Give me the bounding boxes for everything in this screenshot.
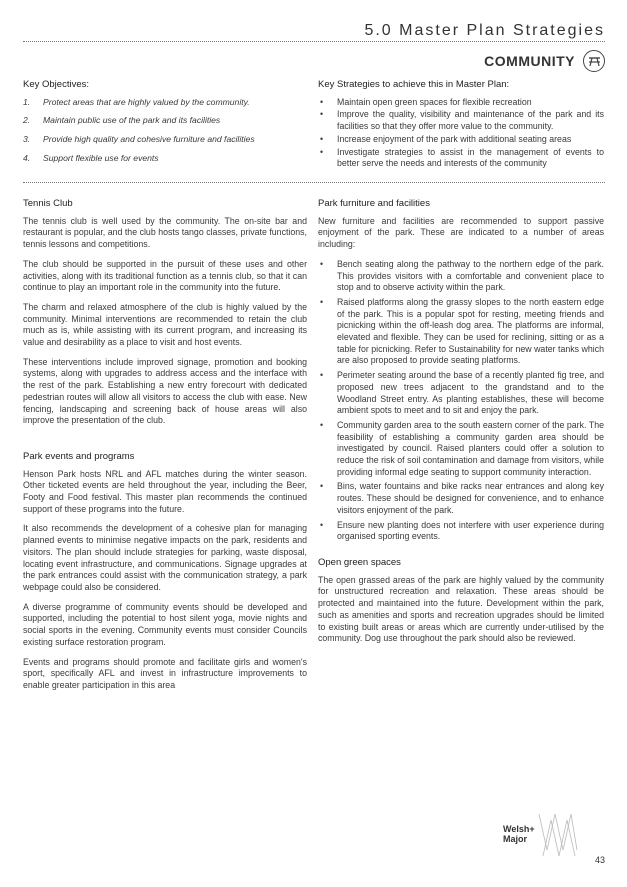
strategy-item: • Improve the quality, visibility and maintenance of the park and its facilities so that they offer more value to the community.: [318, 109, 604, 132]
picnic-table-icon: [583, 50, 605, 72]
furniture-heading: Park furniture and facilities: [318, 198, 430, 209]
objective-item: 2. Maintain public use of the park and its facilities: [23, 115, 221, 126]
tennis-paragraph: The club should be supported in the pursuit of these uses and other activities, along with its traditional function as a tennis club, so that it can continue to play an important role in the community into the future.: [23, 258, 307, 293]
right-column: [318, 198, 604, 653]
strategy-item: • Investigate strategies to assist in the management of events to better serve the needs and interests of the community: [318, 147, 604, 170]
key-strategies: [318, 79, 604, 178]
key-objectives: [23, 79, 307, 172]
logo-line-1: Welsh+: [503, 824, 535, 834]
header-divider: [23, 41, 605, 42]
furniture-item: • Bins, water fountains and bike racks near entrances and along key routes. These should be designed for convenience, and to enhance visitors enjoyment of the park.: [318, 481, 604, 516]
header-title: 5.0 Master Plan Strategies: [364, 22, 605, 39]
furniture-list: [318, 259, 604, 543]
objective-item: 4. Support flexible use for events: [23, 152, 159, 163]
furniture-item: • Perimeter seating around the base of a recently planted fig tree, and proposed new trees adjacent to the grandstand and to the Woodland Street entry. As planting establishes, these will become ambient spots to meet and to sit and enjoy the park.: [318, 370, 604, 417]
logo-line-2: Major: [503, 834, 528, 844]
welsh-major-logo: [503, 812, 579, 858]
furniture-item: • Community garden area to the south eastern corner of the park. The feasibility of establishing a community garden area should be investigated by council. Raised planters could offer a solution to reduce the risk of soil contamination and damage from visitors, while providing informal edge seating to support community interaction.: [318, 420, 604, 479]
events-paragraph: Henson Park hosts NRL and AFL matches during the winter season. Other ticketed events are held throughout the year, including the Beer, Footy and Food festival. This master plan recommends the continued support of these programs into the future.: [23, 468, 307, 514]
furniture-intro: New furniture and facilities are recommended to support passive enjoyment of the park. These are indicated to a number of areas including:: [318, 215, 604, 250]
section-title: COMMUNITY: [484, 53, 575, 69]
events-heading: Park events and programs: [23, 450, 135, 462]
events-paragraph: Events and programs should promote and facilitate girls and women's sport, specifically AFL and invest in infrastructure improvements to enable greater participation in this area: [23, 656, 307, 690]
page-number: 43: [594, 855, 605, 865]
section-divider: [23, 182, 605, 183]
tennis-paragraph: The tennis club is well used by the community. The on-site bar and restaurant is popular, and the club hosts tango classes, private functions, tennis lessons and competitions.: [23, 215, 307, 250]
strategies-list: [318, 97, 604, 170]
furniture-item: • Ensure new planting does not interfere with user experience during organised sporting events.: [318, 520, 604, 543]
furniture-item: • Bench seating along the pathway to the northern edge of the park. This provides visitors with a comfortable and convenient place to stop and to observe activity within the park.: [318, 259, 604, 294]
strategies-heading: Key Strategies to achieve this in Master Plan:: [318, 79, 510, 90]
tennis-heading: Tennis Club: [23, 198, 73, 209]
strategy-item: • Maintain open green spaces for flexible recreation: [318, 97, 604, 109]
green-heading: Open green spaces: [318, 556, 401, 568]
events-paragraph: A diverse programme of community events should be developed and supported, including the potential to host silent yoga, movie nights and social sports in the evening. Community events must consider Councils existing surface restoration program.: [23, 601, 307, 647]
objective-item: 3. Provide high quality and cohesive furniture and facilities: [23, 134, 255, 145]
objective-item: 1. Protect areas that are highly valued by the community.: [23, 96, 250, 107]
section-heading: [484, 49, 605, 73]
objectives-heading: Key Objectives:: [23, 79, 89, 90]
objectives-list: [23, 97, 307, 165]
tennis-paragraph: The charm and relaxed atmosphere of the club is highly valued by the community. Minimal interventions are recommended to retain the club much as is, while assisting with its current program, and increasing its value and desirability as a place to visit and host events.: [23, 301, 307, 348]
green-paragraph: The open grassed areas of the park are highly valued by the community for unstructured recreation and relaxation. These areas should be protected and maintained into the future. Development within the park, such as amenities and sports and recreation upgrades should be limited to existing built areas or areas which are currently under-utilised by the community. Dog use throughout the park should also be reviewed.: [318, 574, 604, 644]
tennis-paragraph: These interventions include improved signage, promotion and booking systems, along with upgrades to address access and the interface with the rest of the park. Establishing a new entry forecourt with dedicated pedestrian routes will allow all visitors to access the club with ease. New fencing, landscaping and screening back of house areas will also improve the presentation of the club.: [23, 356, 307, 426]
furniture-item: • Raised platforms along the grassy slopes to the north eastern edge of the park. This is a popular spot for resting, meeting friends and picnicking within the off-leash dog area. The platforms are informal, elevated and flexible. They can be used for reclining, sitting or as a table for picnicking. Refer to Sustainability for new water tanks which are also proposed to provide seating platforms.: [318, 297, 604, 367]
left-column: [23, 198, 307, 700]
events-paragraph: It also recommends the development of a cohesive plan for managing planned events to minimise negative impacts on the park, residents and visitors. The plan should include strategies for parking, waste disposal, locating event infrastructure, and communications. Signage upgrades at the park entrances could assist with the communication strategy, a park webpage could also be considered.: [23, 523, 307, 592]
strategy-item: • Increase enjoyment of the park with additional seating areas: [318, 134, 604, 146]
